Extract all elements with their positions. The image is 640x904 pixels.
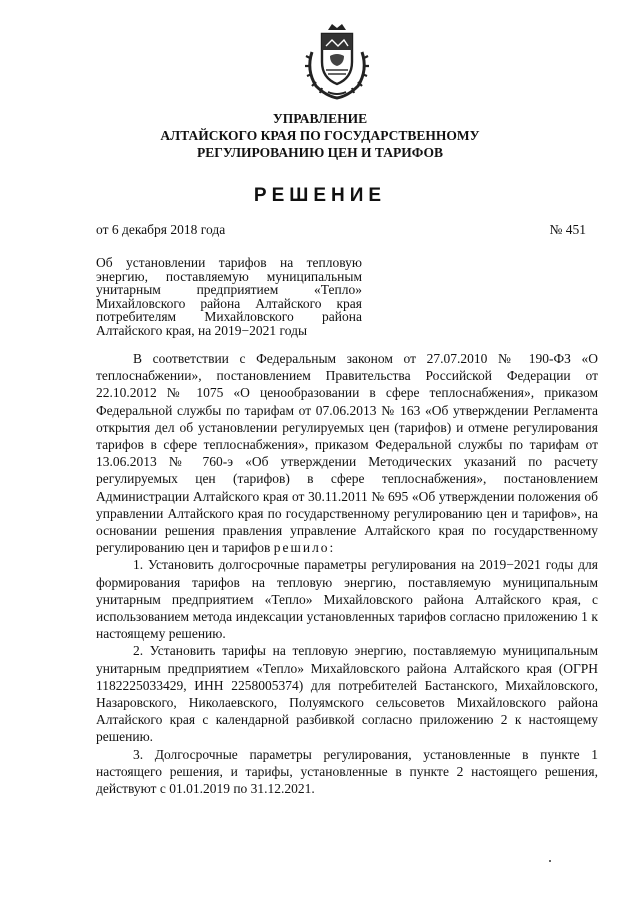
preamble-paragraph: [96, 350, 598, 556]
document-subject: [96, 256, 362, 337]
document-date: от 6 декабря 2018 года: [96, 222, 226, 237]
document-number: № 451: [549, 222, 586, 237]
subject-line: Алтайского края, на 2019−2021 годы: [96, 322, 308, 338]
subject-line: унитарным предприятием «Тепло»: [96, 282, 362, 297]
subject-line: энергию, поставляемую муниципальным: [96, 268, 362, 284]
coat-of-arms-icon: [302, 22, 372, 100]
page-mark: [549, 860, 551, 862]
organization-name: [0, 110, 640, 161]
document-title: РЕШЕНИЕ: [253, 185, 387, 206]
org-line-2: АЛТАЙСКОГО КРАЯ ПО ГОСУДАРСТВЕННОМУ: [160, 128, 480, 143]
preamble-text: В соответствии с Федеральным законом от 27.07.2010 № 190-ФЗ «О теплоснабжении», постановлением Правительства Российской Федерации от 22.10.2012 № 1075 «О ценообразовании в сфере теплоснабжения», приказом Федеральной службы по тарифам от 07.06.2013 № 163 «Об утверждении Регламента открытия дел об установлении регулируемых цен (тарифов) и отмене регулирования тарифов в сфере теплоснабжения», приказом Федеральной службы по тарифам от 13.06.2013 № 760-э «Об утверждении Методических указаний по расчету регулируемых цен (тарифов) в сфере теплоснабжения», постановлением Администрации Алтайского края от 30.11.2011 № 695 «Об утверждении положения об управлении Алтайского края по государственному регулированию цен и тарифов», на основании решения правления управление Алтайского края по государственному регулированию цен и тарифов: [96, 351, 598, 556]
subject-line: Об установлении тарифов на тепловую: [96, 255, 362, 270]
org-line-1: УПРАВЛЕНИЕ: [272, 111, 368, 126]
item-2-paragraph: 2. Установить тарифы на тепловую энергию, поставляемую муниципальным унитарным предприятием «Тепло» Михайловского района Алтайского края (ОГРН 1182225033429, ИНН 2258005374) для потребителей Бастанского, Михайловского, Назаровского, Николаевского, Полуямского сельсоветов Михайловского района Алтайского края с календарной разбивкой согласно приложению 2 к настоящему решению.: [96, 643, 598, 745]
item-1-paragraph: 1. Установить долгосрочные параметры регулирования на 2019−2021 годы для формирования тарифов на тепловую энергию, поставляемую муниципальным унитарным предприятием «Тепло» Михайловского района Алтайского края, с использованием метода индексации установленных тарифов согласно приложению 1 к настоящему решению.: [96, 557, 598, 642]
item-3-paragraph: 3. Долгосрочные параметры регулирования, установленные в пункте 1 настоящего решения, и тарифы, установленные в пункте 2 настоящего решения, действуют с 01.01.2019 по 31.12.2021.: [96, 746, 598, 797]
document-body: [96, 350, 598, 797]
subject-line: потребителям Михайловского района: [96, 309, 362, 324]
subject-line: Михайловского района Алтайского края: [96, 295, 362, 311]
decided-word: решило:: [273, 540, 336, 556]
org-line-3: РЕГУЛИРОВАНИЮ ЦЕН И ТАРИФОВ: [196, 145, 444, 160]
